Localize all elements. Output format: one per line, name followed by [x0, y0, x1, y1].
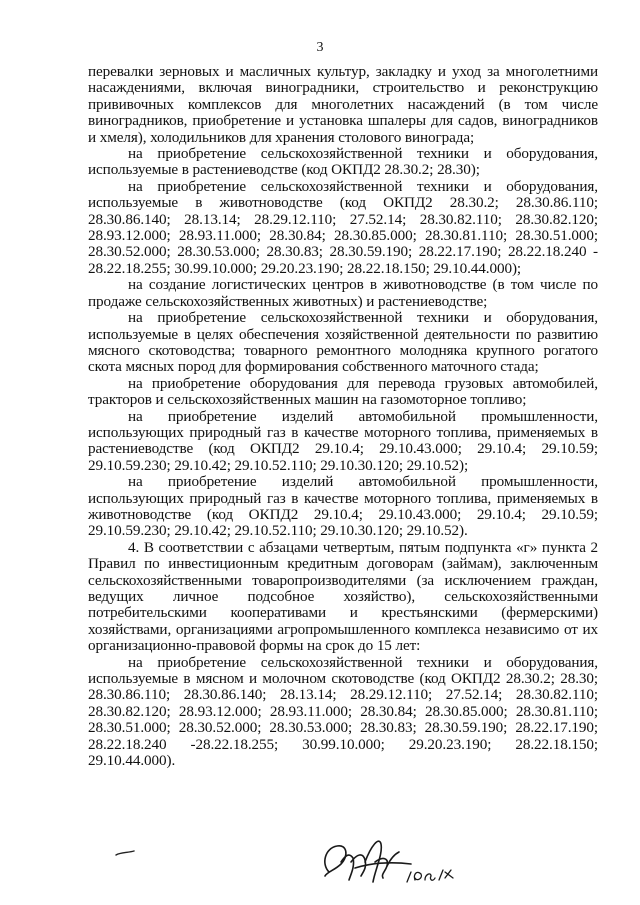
paragraph-7: на приобретение изделий автомобильной промышленности, использующих природный газ в качестве моторного топлива, применяемых в растениеводстве (код ОКПД2 29.10.4; 29.10.43.000; 29.10.4; 29.10.59; 29.10.59.230; 29.10.42; 29.10.52.110; 29.10.30.120; 29.10.52); — [88, 407, 598, 474]
paragraph-8: на приобретение изделий автомобильной промышленности, использующих природный газ в качестве моторного топлива, применяемых в животноводстве (код ОКПД2 29.10.4; 29.10.43.000; 29.10.4; 29.10.59; 29.10.59.230; 29.10.42; 29.10.52.110; 29.10.30.120; 29.10.52). — [88, 473, 598, 540]
paragraph-2: на приобретение сельскохозяйственной техники и оборудования, используемые в растениеводстве (код ОКПД2 28.30.2; 28.30); — [88, 145, 598, 179]
tick-mark — [114, 848, 136, 858]
paragraph-5: на приобретение сельскохозяйственной техники и оборудования, используемые в целях обеспечения хозяйственной деятельности по развитию мясного скотоводства; товарного ремонтного молодняка крупного рогатого скота мясных пород для формирования собственного маточного стада; — [88, 309, 598, 376]
paragraph-6: на приобретение оборудования для перевода грузовых автомобилей, тракторов и сельскохозяйственных машин на газомоторное топливо; — [88, 374, 598, 409]
paragraph-4: на создание логистических центров в животноводстве (в том числе по продаже сельскохозяйственных животных) и растениеводстве; — [88, 276, 598, 310]
paragraph-3: на приобретение сельскохозяйственной техники и оборудования, используемые в животноводстве (код ОКПД2 28.30.2; 28.30.86.110; 28.30.86.140; 28.13.14; 28.29.12.110; 27.52.14; 28.30.82.110; 28.30.82.120; 28.93.12.000; 28.93.11.000; 28.30.84; 28.30.85.000; 28.30.81.110; 28.30.51.000; 28.30.52.000; 28.30.53.000; 28.30.83; 28.30.59.190; 28.22.17.190; 28.22.18.240 - 28.22.18.255; 30.99.10.000; 29.20.23.190; 28.22.18.150; 29.10.44.000); — [88, 177, 598, 277]
page-number: 3 — [316, 40, 324, 55]
paragraph-10: на приобретение сельскохозяйственной техники и оборудования, используемые в мясном и молочном скотоводстве (код ОКПД2 28.30.2; 28.30; 28.30.86.110; 28.30.86.140; 28.13.14; 28.29.12.110; 27.52.14; 28.30.82.110; 28.30.82.120; 28.93.12.000; 28.93.11.000; 28.30.84; 28.30.85.000; 28.30.81.110; 28.30.51.000; 28.30.52.000; 28.30.53.000; 28.30.83; 28.30.59.190; 28.22.17.190; 28.22.18.240 -28.22.18.255; 30.99.10.000; 29.20.23.190; 28.22.18.150; 29.10.44.000). — [88, 653, 598, 770]
paragraph-1: перевалки зерновых и масличных культур, закладку и уход за многолетними насаждениями, включая виноградники, строительство и реконструкцию прививочных комплексов для многолетних насаждений (в том числе виноградников, приобретение и установка шпалеры для садов, виноградников и хмеля), холодильников для хранения столового винограда; — [88, 63, 598, 146]
paragraph-9: 4. В соответствии с абзацами четвертым, пятым подпункта «г» пункта 2 Правил по инвестиционным кредитным договорам (займам), заключенным сельскохозяйственными товаропроизводителями (за исключением граждан, ведущих личное подсобное хозяйство), сельскохозяйственными потребительскими кооперативами и крестьянскими (фермерскими) хозяйствами, организациями агропромышленного комплекса независимо от их организационно-правовой формы на срок до 15 лет: — [88, 538, 598, 655]
handwritten-signature — [315, 832, 465, 890]
document-body — [88, 64, 598, 769]
